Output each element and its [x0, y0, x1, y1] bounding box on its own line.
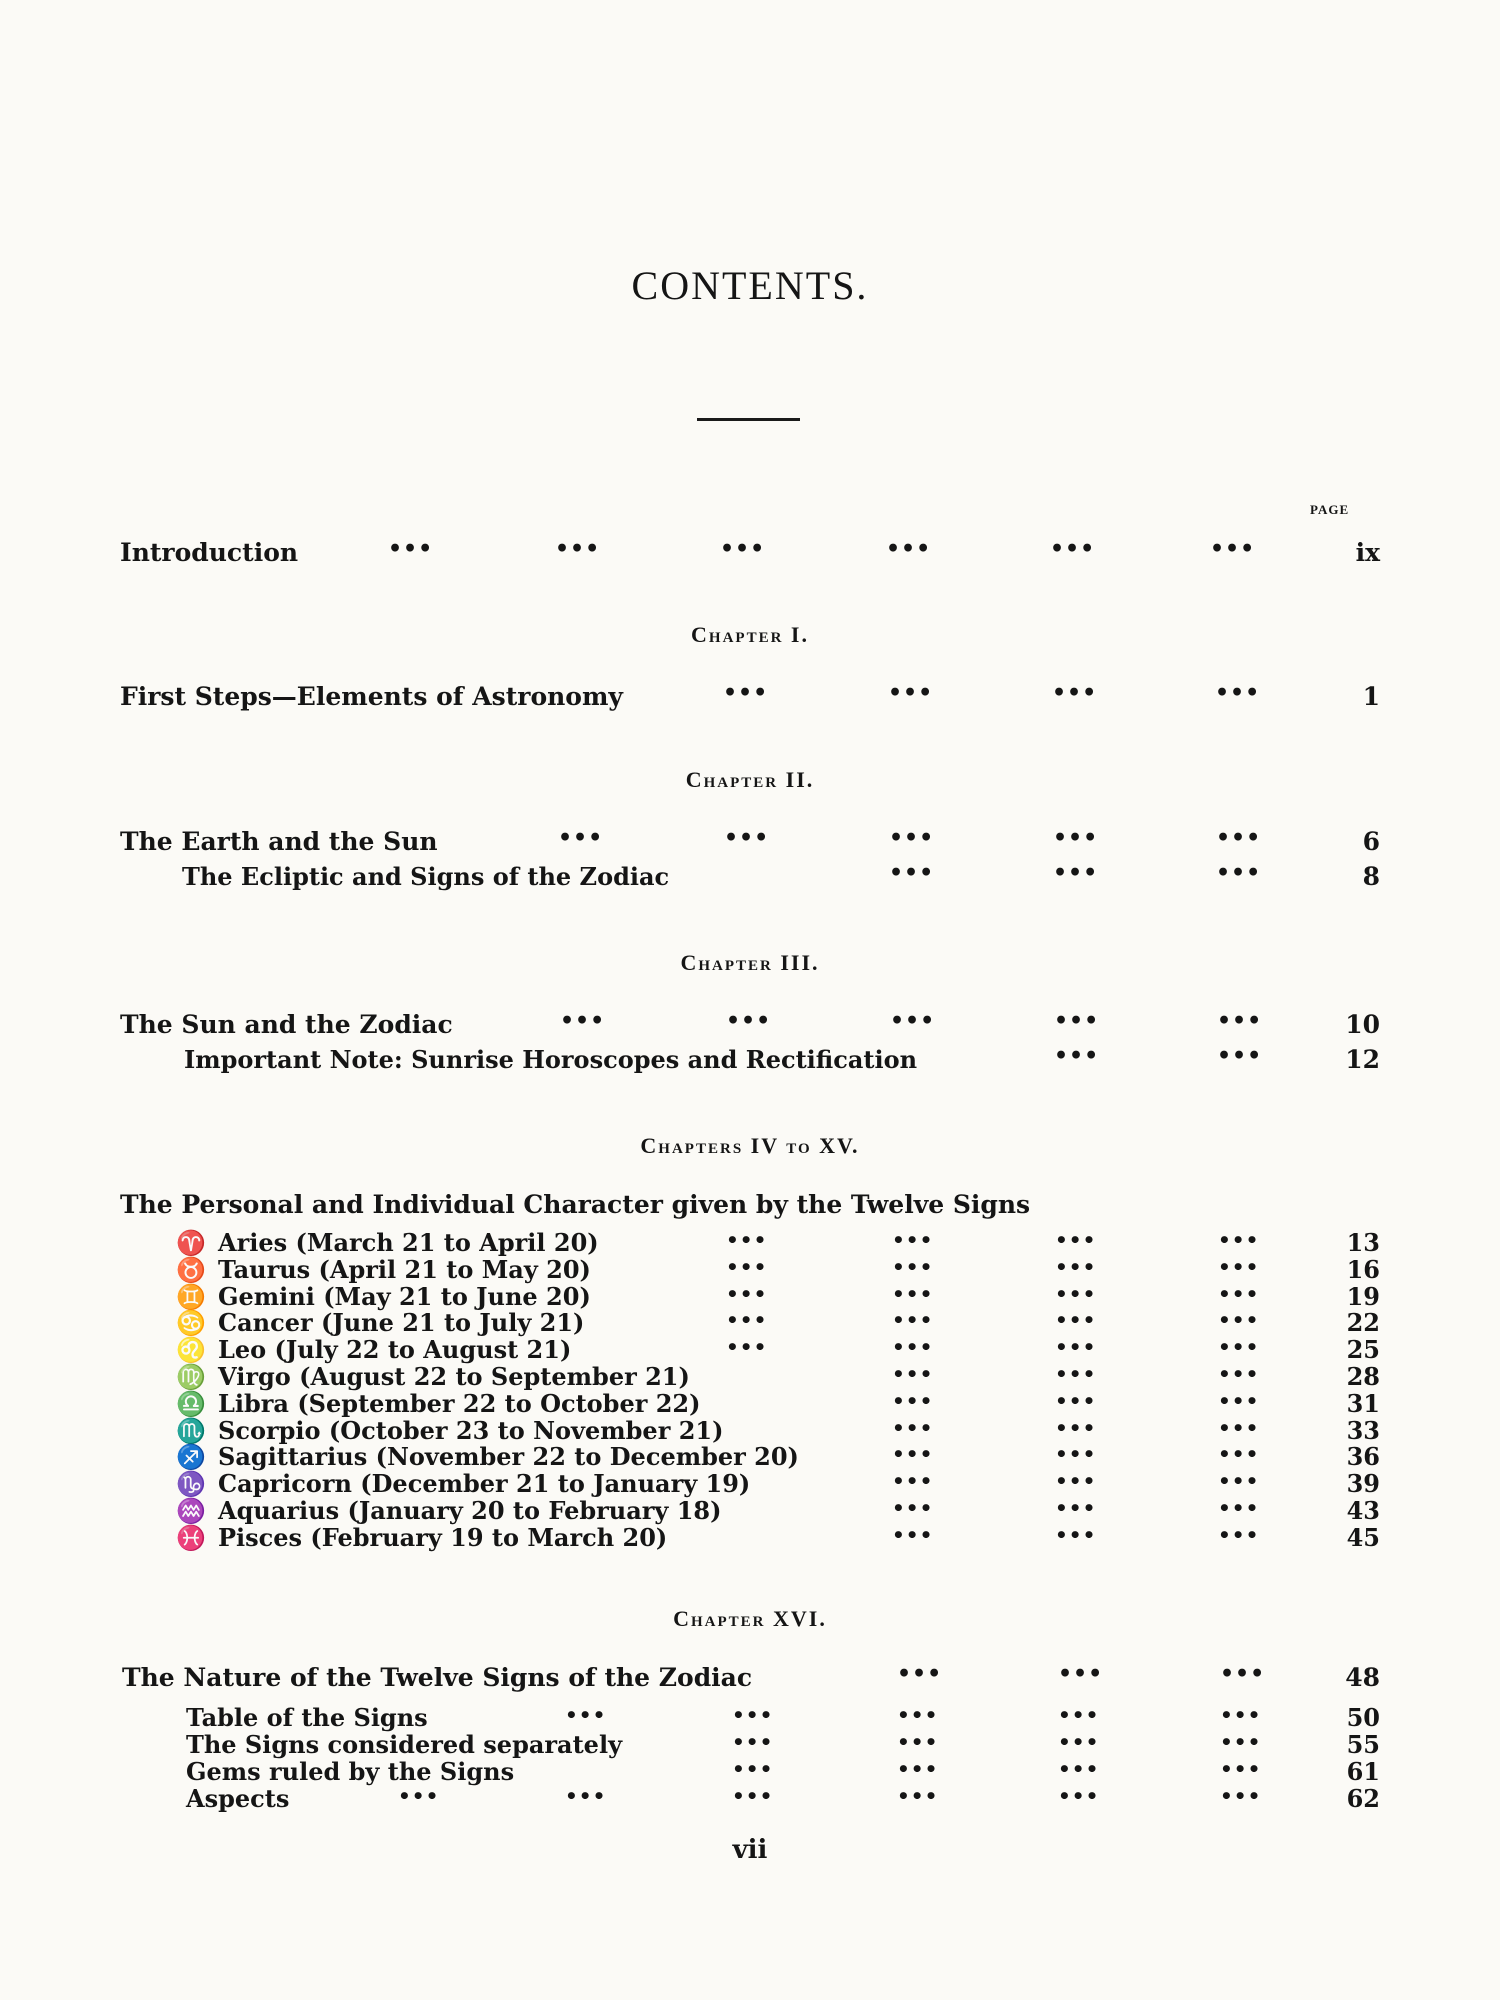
toc-entry-label [172, 1228, 599, 1257]
toc-entry-sign[interactable] [0, 1496, 1500, 1525]
toc-page-number: 48 [1345, 1663, 1380, 1692]
toc-entry-label: The Signs considered separately [186, 1730, 623, 1759]
leader-dots: ••• [1216, 860, 1262, 886]
leader-dots: ••• [720, 536, 766, 562]
page-folio: vii [732, 1835, 768, 1865]
toc-entry-sign[interactable] [0, 1416, 1500, 1445]
toc-entry-label: The Sun and the Zodiac [120, 1010, 453, 1039]
toc-page-number: 25 [1346, 1335, 1380, 1364]
zodiac-symbol-icon: ♌ [176, 1336, 206, 1364]
leader-dots: ••• [1210, 536, 1256, 562]
toc-entry-label [172, 1308, 584, 1337]
leader-dots: ••• [726, 1008, 772, 1034]
toc-entry-label [172, 1442, 799, 1471]
leader-dots: ••• [886, 536, 932, 562]
leader-dots: ••• [889, 860, 935, 886]
toc-section-intro-label: The Personal and Individual Character given by the Twelve Signs [120, 1190, 1031, 1219]
leader-dots: ••• [388, 536, 434, 562]
leader-dots: ••• [1218, 1416, 1260, 1440]
leader-dots: ••• [1055, 1255, 1097, 1279]
leader-dots: ••• [1058, 1703, 1100, 1727]
toc-page-number: 19 [1346, 1282, 1380, 1311]
leader-dots: ••• [1217, 1043, 1263, 1069]
leader-dots: ••• [1054, 1043, 1100, 1069]
leader-dots: ••• [1218, 1308, 1260, 1332]
leader-dots: ••• [1218, 1469, 1260, 1493]
toc-entry-sign[interactable] [0, 1469, 1500, 1498]
toc-entry-sign[interactable] [0, 1335, 1500, 1364]
leader-dots: ••• [1220, 1784, 1262, 1808]
toc-entry-label [172, 1282, 591, 1311]
leader-dots: ••• [1220, 1730, 1262, 1754]
leader-dots: ••• [724, 825, 770, 851]
leader-dots: ••• [732, 1703, 774, 1727]
toc-page-number: 16 [1346, 1255, 1380, 1284]
toc-entry[interactable] [0, 1010, 1500, 1042]
toc-entry-sign[interactable] [0, 1523, 1500, 1552]
toc-page-number: 55 [1346, 1730, 1380, 1759]
toc-page-number: 6 [1362, 827, 1380, 856]
leader-dots: ••• [1218, 1362, 1260, 1386]
leader-dots: ••• [732, 1757, 774, 1781]
toc-page-number: 22 [1346, 1308, 1380, 1337]
toc-entry-label: The Ecliptic and Signs of the Zodiac [182, 862, 670, 891]
chapter-heading: Chapter II. [685, 767, 815, 792]
leader-dots: ••• [892, 1442, 934, 1466]
leader-dots: ••• [1055, 1496, 1097, 1520]
title-rule [697, 418, 800, 421]
leader-dots: ••• [1055, 1469, 1097, 1493]
leader-dots: ••• [1217, 1008, 1263, 1034]
leader-dots: ••• [726, 1228, 768, 1252]
leader-dots: ••• [1218, 1255, 1260, 1279]
sign-label-text: Sagittarius (November 22 to December 20) [218, 1442, 799, 1471]
toc-entry-sign[interactable] [0, 1308, 1500, 1337]
leader-dots: ••• [1055, 1282, 1097, 1306]
chapter-heading: Chapter I. [691, 622, 809, 647]
toc-entry-label [172, 1469, 750, 1498]
sign-label-text: Scorpio (October 23 to November 21) [218, 1416, 724, 1445]
toc-entry-label: Aspects [186, 1784, 290, 1813]
toc-page-number: 10 [1345, 1010, 1380, 1039]
leader-dots: ••• [1218, 1335, 1260, 1359]
toc-entry-label [172, 1416, 723, 1445]
leader-dots: ••• [1052, 680, 1098, 706]
leader-dots: ••• [565, 1784, 607, 1808]
zodiac-symbol-icon: ♏ [176, 1417, 206, 1445]
toc-entry-sign[interactable] [0, 1442, 1500, 1471]
page-column-label: PAGE [1310, 502, 1350, 517]
toc-entry[interactable] [0, 1730, 1500, 1759]
leader-dots: ••• [892, 1496, 934, 1520]
chapter-heading: Chapters IV to XV. [640, 1133, 860, 1158]
leader-dots: ••• [892, 1335, 934, 1359]
toc-entry-sign[interactable] [0, 1282, 1500, 1311]
zodiac-symbol-icon: ♍ [176, 1363, 206, 1391]
toc-entry-sign[interactable] [0, 1362, 1500, 1391]
leader-dots: ••• [1055, 1335, 1097, 1359]
toc-page-number: 36 [1346, 1442, 1380, 1471]
leader-dots: ••• [726, 1282, 768, 1306]
leader-dots: ••• [892, 1416, 934, 1440]
toc-entry-label [172, 1389, 700, 1418]
toc-entry[interactable] [0, 827, 1500, 859]
toc-page-number: 43 [1346, 1496, 1380, 1525]
sign-label-text: Virgo (August 22 to September 21) [218, 1362, 690, 1391]
zodiac-symbol-icon: ♑ [176, 1470, 206, 1498]
leader-dots: ••• [1053, 860, 1099, 886]
toc-entry-sign[interactable] [0, 1389, 1500, 1418]
toc-entry[interactable] [0, 1663, 1500, 1695]
leader-dots: ••• [1055, 1362, 1097, 1386]
page-title: CONTENTS. [631, 263, 869, 308]
toc-page-number: 12 [1345, 1045, 1380, 1074]
zodiac-symbol-icon: ♊ [176, 1283, 206, 1311]
toc-entry-label: The Earth and the Sun [120, 827, 438, 856]
leader-dots: ••• [1220, 1661, 1266, 1687]
toc-entry-label: Gems ruled by the Signs [186, 1757, 515, 1786]
leader-dots: ••• [1058, 1784, 1100, 1808]
leader-dots: ••• [1220, 1757, 1262, 1781]
toc-entry-label: Important Note: Sunrise Horoscopes and Rectification [184, 1045, 918, 1074]
leader-dots: ••• [892, 1469, 934, 1493]
zodiac-symbol-icon: ♓ [176, 1524, 206, 1552]
leader-dots: ••• [1055, 1442, 1097, 1466]
toc-page-number: 33 [1346, 1416, 1380, 1445]
leader-dots: ••• [890, 1008, 936, 1034]
leader-dots: ••• [897, 1730, 939, 1754]
toc-entry[interactable] [0, 1784, 1500, 1813]
leader-dots: ••• [565, 1703, 607, 1727]
leader-dots: ••• [558, 825, 604, 851]
leader-dots: ••• [892, 1255, 934, 1279]
toc-page-number: 13 [1346, 1228, 1380, 1257]
toc-entry-sign[interactable] [0, 1228, 1500, 1257]
sign-label-text: Capricorn (December 21 to January 19) [218, 1469, 751, 1498]
chapter-heading: Chapter III. [680, 950, 820, 975]
leader-dots: ••• [398, 1784, 440, 1808]
zodiac-symbol-icon: ♉ [176, 1256, 206, 1284]
toc-entry[interactable] [0, 682, 1500, 714]
leader-dots: ••• [892, 1308, 934, 1332]
toc-entry-label: The Nature of the Twelve Signs of the Zodiac [122, 1663, 753, 1692]
toc-page-number: 39 [1346, 1469, 1380, 1498]
toc-entry-label: Introduction [120, 538, 299, 567]
leader-dots: ••• [889, 825, 935, 851]
toc-entry-label [172, 1335, 571, 1364]
toc-entry-introduction[interactable] [0, 538, 1500, 570]
leader-dots: ••• [897, 1661, 943, 1687]
leader-dots: ••• [1055, 1389, 1097, 1413]
leader-dots: ••• [1216, 825, 1262, 851]
toc-entry[interactable] [0, 1757, 1500, 1786]
leader-dots: ••• [897, 1757, 939, 1781]
toc-page-number: 8 [1362, 862, 1380, 891]
sign-label-text: Pisces (February 19 to March 20) [218, 1523, 668, 1552]
leader-dots: ••• [1218, 1389, 1260, 1413]
leader-dots: ••• [1050, 536, 1096, 562]
toc-entry-label [172, 1523, 667, 1552]
leader-dots: ••• [1055, 1416, 1097, 1440]
toc-entry[interactable] [0, 1703, 1500, 1732]
leader-dots: ••• [888, 680, 934, 706]
leader-dots: ••• [1058, 1730, 1100, 1754]
toc-entry-label [172, 1255, 591, 1284]
leader-dots: ••• [892, 1523, 934, 1547]
leader-dots: ••• [732, 1784, 774, 1808]
toc-page-number: 1 [1362, 682, 1380, 711]
leader-dots: ••• [897, 1784, 939, 1808]
leader-dots: ••• [1218, 1228, 1260, 1252]
leader-dots: ••• [732, 1730, 774, 1754]
toc-page-number: 28 [1346, 1362, 1380, 1391]
leader-dots: ••• [1055, 1523, 1097, 1547]
sign-label-text: Taurus (April 21 to May 20) [218, 1255, 591, 1284]
leader-dots: ••• [1053, 825, 1099, 851]
leader-dots: ••• [1055, 1228, 1097, 1252]
leader-dots: ••• [726, 1335, 768, 1359]
toc-entry-sign[interactable] [0, 1255, 1500, 1284]
toc-entry-label: First Steps—Elements of Astronomy [120, 682, 623, 711]
sign-label-text: Cancer (June 21 to July 21) [218, 1308, 585, 1337]
toc-entry-label: Table of the Signs [186, 1703, 428, 1732]
leader-dots: ••• [892, 1362, 934, 1386]
zodiac-symbol-icon: ♎ [176, 1390, 206, 1418]
leader-dots: ••• [897, 1703, 939, 1727]
leader-dots: ••• [723, 680, 769, 706]
toc-section-intro [0, 1190, 1500, 1222]
leader-dots: ••• [1058, 1757, 1100, 1781]
zodiac-symbol-icon: ♈ [176, 1229, 206, 1257]
zodiac-symbol-icon: ♒ [176, 1497, 206, 1525]
leader-dots: ••• [1218, 1523, 1260, 1547]
toc-page-number: 61 [1346, 1757, 1380, 1786]
leader-dots: ••• [1220, 1703, 1262, 1727]
zodiac-symbol-icon: ♋ [176, 1309, 206, 1337]
leader-dots: ••• [892, 1282, 934, 1306]
leader-dots: ••• [892, 1389, 934, 1413]
toc-entry-label [172, 1362, 690, 1391]
leader-dots: ••• [555, 536, 601, 562]
toc-page-number: 62 [1346, 1784, 1380, 1813]
leader-dots: ••• [1055, 1308, 1097, 1332]
toc-entry[interactable] [0, 862, 1500, 894]
sign-label-text: Leo (July 22 to August 21) [218, 1335, 572, 1364]
leader-dots: ••• [726, 1255, 768, 1279]
sign-label-text: Gemini (May 21 to June 20) [218, 1282, 591, 1311]
zodiac-symbol-icon: ♐ [176, 1443, 206, 1471]
toc-page-number: 50 [1346, 1703, 1380, 1732]
leader-dots: ••• [1218, 1496, 1260, 1520]
sign-label-text: Libra (September 22 to October 22) [218, 1389, 701, 1418]
toc-entry[interactable] [0, 1045, 1500, 1077]
leader-dots: ••• [1054, 1008, 1100, 1034]
chapter-heading: Chapter XVI. [673, 1606, 827, 1631]
leader-dots: ••• [1215, 680, 1261, 706]
toc-page-number: 31 [1346, 1389, 1380, 1418]
sign-label-text: Aries (March 21 to April 20) [218, 1228, 599, 1257]
leader-dots: ••• [1058, 1661, 1104, 1687]
leader-dots: ••• [726, 1308, 768, 1332]
leader-dots: ••• [1218, 1282, 1260, 1306]
toc-entry-label [172, 1496, 721, 1525]
leader-dots: ••• [560, 1008, 606, 1034]
leader-dots: ••• [892, 1228, 934, 1252]
toc-page-number: ix [1355, 538, 1380, 567]
toc-page-number: 45 [1346, 1523, 1380, 1552]
leader-dots: ••• [1218, 1442, 1260, 1466]
sign-label-text: Aquarius (January 20 to February 18) [218, 1496, 722, 1525]
